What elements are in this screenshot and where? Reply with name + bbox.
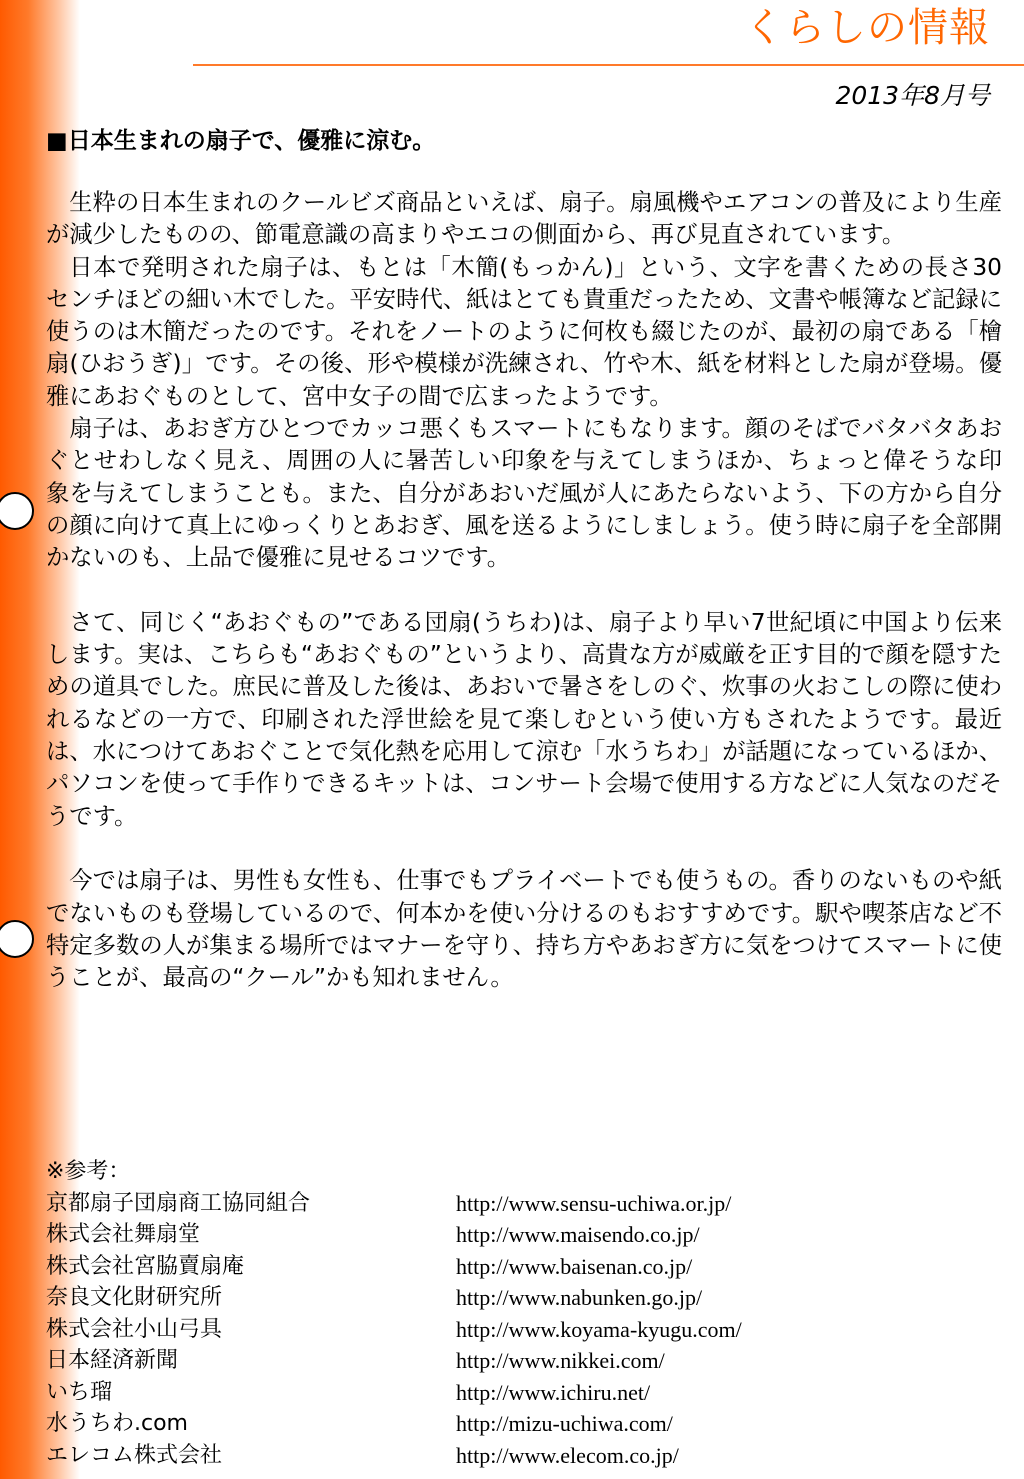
reference-url[interactable]: http://www.nikkei.com/ [456,1348,665,1373]
reference-url[interactable]: http://www.nabunken.go.jp/ [456,1285,703,1310]
reference-org: 株式会社舞扇堂 [46,1222,201,1247]
reference-org: 日本経済新聞 [46,1348,179,1373]
reference-row [46,1345,1002,1377]
reference-org: 株式会社小山弓具 [46,1316,223,1342]
reference-org: エレコム株式会社 [46,1442,223,1468]
reference-url[interactable]: http://www.ichiru.net/ [456,1379,651,1405]
reference-org: 株式会社宮脇賣扇庵 [46,1253,245,1279]
issue-date: 2013年8月号 [835,81,990,110]
reference-row [46,1251,1002,1283]
reference-row [46,1408,1002,1440]
reference-org: いち瑠 [46,1379,113,1405]
page-title: くらしの情報 [744,5,990,51]
paragraph: 扇子は、あおぎ方ひとつでカッコ悪くもスマートにもなります。顔のそばでバタバタあおぐとせわしなく見え、周囲の人に暑苦しい印象を与えてしまうほか、ちょっと偉そうな印象を与えてしまうことも。また、自分があおいだ風が人にあたらないよう、下の方から自分の顔に向けて真上にゆっくりとあおぎ、風を送るようにしましょう。使う時に扇子を全部開かないのも、上品で優雅に見せるコツです。 [46,415,1002,572]
reference-url[interactable]: http://www.elecom.co.jp/ [456,1442,679,1468]
reference-row [46,1219,1002,1251]
reference-row [46,1440,1002,1472]
paragraph: さて、同じく“あおぐもの”である団扇(うちわ)は、扇子より早い7世紀頃に中国より伝来します。実は、こちらも“あおぐもの”というより、高貴な方が威厳を正す目的で顔を隠すための道具でした。庶民に普及した後は、あおいで暑さをしのぐ、炊事の火おこしの際に使われるなどの一方で、印刷された浮世絵を見て楽しむという使い方もされたようです。最近は、水につけてあおぐことで気化熱を応用して涼む「水うちわ」が話題になっているほか、パソコンを使って手作りできるキットは、コンサート会場で使用する方などに人気なのだそうです。 [46,608,1002,830]
reference-org: 奈良文化財研究所 [46,1285,223,1310]
references-label: ※参考： [46,1159,131,1184]
reference-row [46,1282,1002,1314]
reference-org: 水うちわ.com [46,1411,188,1436]
reference-url[interactable]: http://www.maisendo.co.jp/ [456,1222,700,1247]
paragraph: 生粋の日本生まれのクールビズ商品といえば、扇子。扇風機やエアコンの普及により生産が減少したものの、節電意識の高まりやエコの側面から、再び見直されています。 [46,189,1002,249]
reference-row [46,1314,1002,1346]
reference-row [46,1377,1002,1409]
paragraph: 今では扇子は、男性も女性も、仕事でもプライベートでも使うもの。香りのないものや紙でないものも登場しているので、何本かを使い分けるのもおすすめです。駅や喫茶店など不特定多数の人が集まる場所ではマナーを守り、持ち方やあおぎ方に気をつけてスマートに使うことが、最高の“クール”かも知れません。 [46,867,1002,992]
article-body [46,187,1002,994]
reference-url[interactable]: http://www.koyama-kyugu.com/ [456,1316,742,1342]
paragraph: 日本で発明された扇子は、もとは「木簡(もっかん)」という、文字を書くための長さ30センチほどの細い木でした。平安時代、紙はとても貴重だったため、文書や帳簿など記録に使うのは木簡だったのです。それをノートのように何枚も綴じたのが、最初の扇である「檜扇(ひおうぎ)」です。その後、形や模様が洗練され、竹や木、紙を材料とした扇が登場。優雅にあおぐものとして、宮中女子の間で広まったようです。 [46,253,1002,410]
reference-url[interactable]: http://mizu-uchiwa.com/ [456,1411,673,1436]
reference-org: 京都扇子団扇商工協同組合 [46,1190,311,1216]
header-divider [193,64,1024,66]
reference-url[interactable]: http://www.sensu-uchiwa.or.jp/ [456,1190,732,1216]
reference-url[interactable]: http://www.baisenan.co.jp/ [456,1253,693,1279]
article-heading: ■日本生まれの扇子で、優雅に涼む。 [46,128,436,154]
references [46,1156,1002,1471]
reference-row [46,1188,1002,1220]
